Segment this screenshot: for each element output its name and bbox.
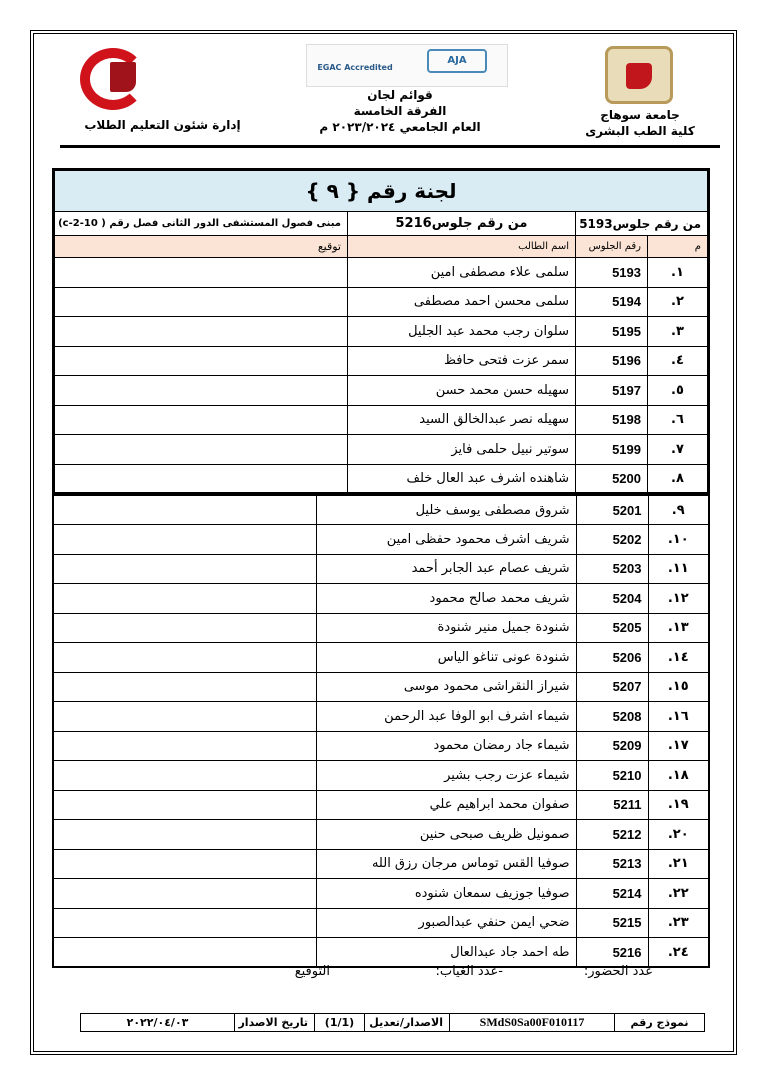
- student-name: طه احمد جاد عبدالعال: [316, 938, 576, 968]
- student-name: شريف اشرف محمود حفظى امين: [316, 525, 576, 555]
- signature-cell[interactable]: [53, 584, 316, 614]
- student-row: [53, 672, 709, 702]
- signature-cell[interactable]: [54, 317, 348, 347]
- student-name: سهيله نصر عبدالخالق السيد: [348, 405, 576, 435]
- seat-number: 5211: [576, 790, 648, 820]
- row-index: ٤.: [648, 346, 709, 376]
- student-row: [53, 731, 709, 761]
- student-row: [54, 258, 709, 288]
- student-row: [54, 287, 709, 317]
- row-index: ١٢.: [648, 584, 709, 614]
- signature-cell[interactable]: [54, 346, 348, 376]
- issue-date: ٢٠٢٢/٠٤/٠٣: [81, 1014, 235, 1032]
- seat-number: 5210: [576, 761, 648, 791]
- student-name: شيراز النقراشى محمود موسى: [316, 672, 576, 702]
- signature-cell[interactable]: [54, 435, 348, 465]
- student-row: [53, 761, 709, 791]
- seat-number: 5205: [576, 613, 648, 643]
- row-index: ١.: [648, 258, 709, 288]
- seat-number: 5200: [576, 464, 648, 494]
- signature-cell[interactable]: [53, 908, 316, 938]
- row-index: ١١.: [648, 554, 709, 584]
- row-index: ٨.: [648, 464, 709, 494]
- signature-label: التوقيع: [294, 964, 330, 979]
- signature-cell[interactable]: [53, 672, 316, 702]
- student-row: [53, 554, 709, 584]
- form-info-table: [80, 1013, 705, 1032]
- signature-cell[interactable]: [54, 258, 348, 288]
- academic-year: العام الجامعي ٢٠٢٣/٢٠٢٤ م: [319, 120, 481, 134]
- seat-number: 5202: [576, 525, 648, 555]
- student-row: [53, 790, 709, 820]
- signature-cell[interactable]: [53, 643, 316, 673]
- header-divider: [60, 145, 720, 148]
- row-index: ٢١.: [648, 849, 709, 879]
- student-row: [53, 525, 709, 555]
- department-name: إدارة شئون التعليم الطلاب: [84, 118, 241, 132]
- seat-number: 5209: [576, 731, 648, 761]
- student-row: [54, 405, 709, 435]
- student-row: [53, 908, 709, 938]
- seat-number: 5214: [576, 879, 648, 909]
- absence-label: -عدد الغياب:: [435, 964, 503, 979]
- signature-cell[interactable]: [53, 761, 316, 791]
- row-index: ١٥.: [648, 672, 709, 702]
- student-row: [53, 495, 709, 525]
- accreditation-logos: [306, 44, 508, 87]
- student-name: شروق مصطفى يوسف خليل: [316, 495, 576, 525]
- signature-cell[interactable]: [54, 287, 348, 317]
- signature-cell[interactable]: [54, 376, 348, 406]
- faculty-logo: [80, 48, 162, 110]
- row-index: ١٤.: [648, 643, 709, 673]
- aja-logo: AJA: [427, 49, 487, 73]
- student-name: شنودة جميل منير شنودة: [316, 613, 576, 643]
- university-name: جامعة سوهاج: [600, 108, 680, 122]
- seat-number: 5204: [576, 584, 648, 614]
- student-name: سمر عزت فتحى حافظ: [348, 346, 576, 376]
- signature-cell[interactable]: [53, 613, 316, 643]
- row-index: ٧.: [648, 435, 709, 465]
- row-index: ٥.: [648, 376, 709, 406]
- seat-number: 5196: [576, 346, 648, 376]
- signature-cell[interactable]: [53, 554, 316, 584]
- student-name: سوتير نبيل حلمى فايز: [348, 435, 576, 465]
- student-row: [53, 820, 709, 850]
- seat-number: 5199: [576, 435, 648, 465]
- signature-cell[interactable]: [53, 820, 316, 850]
- student-row: [53, 879, 709, 909]
- seat-number: 5203: [576, 554, 648, 584]
- university-logo: [605, 46, 673, 104]
- col-index: م: [648, 236, 709, 258]
- signature-cell[interactable]: [53, 849, 316, 879]
- signature-cell[interactable]: [54, 464, 348, 494]
- row-index: ٣.: [648, 317, 709, 347]
- seat-number: 5206: [576, 643, 648, 673]
- student-row: [54, 317, 709, 347]
- col-name: اسم الطالب: [348, 236, 576, 258]
- seat-number: 5212: [576, 820, 648, 850]
- faculty-name: كلية الطب البشرى: [585, 124, 695, 138]
- attendance-label: عدد الحضور:: [583, 964, 653, 979]
- row-index: ٢.: [648, 287, 709, 317]
- row-index: ٢٠.: [648, 820, 709, 850]
- committee-table-bottom: [52, 494, 710, 968]
- signature-cell[interactable]: [54, 405, 348, 435]
- form-code: SMdS0Sa00F010117: [450, 1014, 615, 1032]
- student-name: صوفيا جوزيف سمعان شنوده: [316, 879, 576, 909]
- seat-number: 5216: [576, 938, 648, 968]
- student-name: شاهنده اشرف عبد العال خلف: [348, 464, 576, 494]
- student-row: [54, 346, 709, 376]
- student-name: شنودة عونى تناغو الياس: [316, 643, 576, 673]
- version-label: الاصدار/تعديل: [365, 1014, 450, 1032]
- student-row: [54, 464, 709, 494]
- student-name: صفوان محمد ابراهيم علي: [316, 790, 576, 820]
- location: مبنى فصول المستشفى الدور الثانى فصل رقم ( 10-2-c): [54, 212, 348, 236]
- signature-cell[interactable]: [53, 879, 316, 909]
- row-index: ٢٣.: [648, 908, 709, 938]
- egac-logo: EGAC Accredited: [317, 63, 393, 72]
- signature-cell[interactable]: [53, 790, 316, 820]
- student-row: [53, 613, 709, 643]
- seat-number: 5195: [576, 317, 648, 347]
- row-index: ٢٤.: [648, 938, 709, 968]
- seat-number: 5198: [576, 405, 648, 435]
- year-level: الفرقة الخامسة: [353, 104, 447, 118]
- col-seat: رقم الجلوس: [576, 236, 648, 258]
- student-name: سلمى علاء مصطفى امين: [348, 258, 576, 288]
- student-row: [54, 435, 709, 465]
- student-name: صمونيل ظريف صبحى حنين: [316, 820, 576, 850]
- signature-cell[interactable]: [53, 495, 316, 525]
- committee-title: لجنة رقم { ٩ }: [54, 170, 709, 212]
- student-row: [54, 376, 709, 406]
- student-name: سلوان رجب محمد عبد الجليل: [348, 317, 576, 347]
- student-row: [53, 938, 709, 968]
- student-row: [53, 643, 709, 673]
- signature-cell[interactable]: [53, 938, 316, 968]
- row-index: ٦.: [648, 405, 709, 435]
- seat-number: 5194: [576, 287, 648, 317]
- seat-number: 5215: [576, 908, 648, 938]
- seat-number: 5207: [576, 672, 648, 702]
- row-index: ١٦.: [648, 702, 709, 732]
- row-index: ١٣.: [648, 613, 709, 643]
- row-index: ١٠.: [648, 525, 709, 555]
- student-name: شريف عصام عبد الجابر أحمد: [316, 554, 576, 584]
- student-row: [53, 702, 709, 732]
- to-seat: من رقم جلوس5216: [348, 212, 576, 236]
- col-signature: توقيع: [54, 236, 348, 258]
- seat-number: 5201: [576, 495, 648, 525]
- student-name: سلمى محسن احمد مصطفى: [348, 287, 576, 317]
- seat-number: 5197: [576, 376, 648, 406]
- row-index: ٢٢.: [648, 879, 709, 909]
- version: (1/1): [315, 1014, 365, 1032]
- student-name: سهيله حسن محمد حسن: [348, 376, 576, 406]
- student-name: شيماء جاد رمضان محمود: [316, 731, 576, 761]
- student-name: صوفيا القس توماس مرجان رزق الله: [316, 849, 576, 879]
- seat-number: 5193: [576, 258, 648, 288]
- student-row: [53, 584, 709, 614]
- student-row: [53, 849, 709, 879]
- row-index: ١٧.: [648, 731, 709, 761]
- form-label: نموذج رقم: [615, 1014, 705, 1032]
- row-index: ٩.: [648, 495, 709, 525]
- signature-cell[interactable]: [53, 525, 316, 555]
- row-index: ١٩.: [648, 790, 709, 820]
- student-name: شيماء عزت رجب بشير: [316, 761, 576, 791]
- document-title: قوائم لجان: [367, 88, 433, 102]
- row-index: ١٨.: [648, 761, 709, 791]
- student-name: ضحي ايمن حنفي عبدالصبور: [316, 908, 576, 938]
- signature-cell[interactable]: [53, 702, 316, 732]
- committee-table-top: [52, 168, 710, 495]
- seat-number: 5208: [576, 702, 648, 732]
- seat-number: 5213: [576, 849, 648, 879]
- from-seat: من رقم جلوس5193: [576, 212, 709, 236]
- student-name: شيماء اشرف ابو الوفا عبد الرحمن: [316, 702, 576, 732]
- signature-cell[interactable]: [53, 731, 316, 761]
- student-name: شريف محمد صالح محمود: [316, 584, 576, 614]
- date-label: تاريخ الاصدار: [235, 1014, 315, 1032]
